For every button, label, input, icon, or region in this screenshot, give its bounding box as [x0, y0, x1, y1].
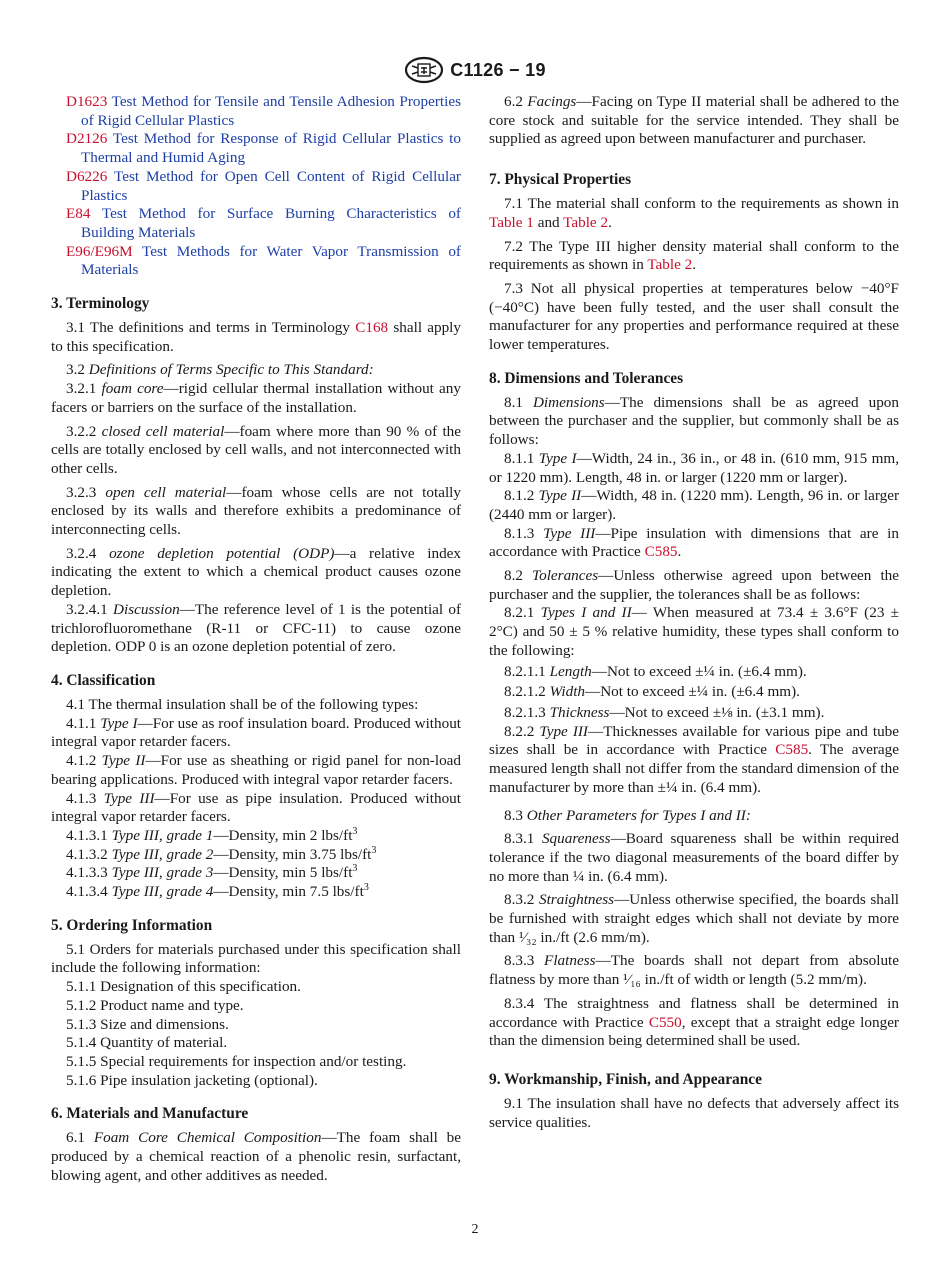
paragraph: 5.1 Orders for materials purchased under this specification shall include the following information:	[51, 940, 461, 977]
paragraph: 8.3.1 Squareness—Board squareness shall be within required tolerance if the two diagonal measurements of the board differ by no more than ¼ in. (6.4 mm).	[489, 830, 899, 885]
page-header	[0, 55, 950, 85]
astm-logo-icon	[404, 56, 444, 84]
section-heading: 6. Materials and Manufacture	[51, 1105, 249, 1123]
paragraph: 9.1 The insulation shall have no defects that adversely affect its service qualities.	[489, 1094, 899, 1131]
reference-d1623: D1623 Test Method for Tensile and Tensile Adhesion Properties of Rigid Cellular Plastics	[66, 93, 461, 129]
paragraph: 4.1.3.1 Type III, grade 1—Density, min 2 lbs/$ft^3$	[66, 825, 358, 844]
paragraph: 3.1 The definitions and terms in Terminology C168 shall apply to this specification.	[51, 319, 461, 355]
section-heading: 5. Ordering Information	[51, 916, 213, 934]
section-heading: 9. Workmanship, Finish, and Appearance	[489, 1070, 762, 1088]
list-item: 5.1.3 Size and dimensions.	[66, 1015, 229, 1033]
paragraph: 3.2.1 foam core—rigid cellular thermal installation without any facers or barriers on the surface of the installation.	[51, 380, 461, 416]
paragraph: 3.2.4.1 Discussion—The reference level of 1 is the potential of trichlorofluoromethane (R-11 or CFC-11) to cause ozone depletion. ODP 0 is an ozone depletion potential of zero.	[51, 600, 461, 656]
paragraph: 8.3.2 Straightness—Unless otherwise specified, the boards shall be furnished with straight edges which shall not deviate by more than ¹⁄₃₂ in./ft (2.6 mm/m).	[489, 891, 900, 946]
reference-e96: E96/E96M Test Methods for Water Vapor Transmission of Materials	[66, 242, 461, 279]
page-number: 2	[471, 1222, 479, 1237]
reference-link[interactable]: C585	[775, 741, 809, 759]
section-heading: 3. Terminology	[51, 295, 150, 313]
list-item: 5.1.1 Designation of this specification.	[66, 978, 301, 996]
left-column	[51, 93, 461, 1185]
paragraph: 8.1 Dimensions—The dimensions shall be as agreed upon between the purchaser and the supplier, but commonly shall be as follows:	[489, 393, 899, 449]
reference-d6226: D6226 Test Method for Open Cell Content of Rigid Cellular Plastics	[66, 167, 461, 204]
paragraph: 4.1.3.3 Type III, grade 3—Density, min 5 lbs/$ft^3$	[66, 863, 358, 882]
section-heading: 4. Classification	[51, 671, 156, 689]
document-designation: C1126 − 19	[450, 59, 546, 80]
paragraph: 3.2 Definitions of Terms Specific to This Standard:	[66, 361, 374, 379]
paragraph: 8.2.2 Type III—Thicknesses available for various pipe and tube sizes shall be in accordance with Practice C585. The average measured length shall not differ from the standard dimension of the manufacturer by more than ±¼ in. (6.4 mm).	[489, 722, 900, 796]
paragraph: 4.1.3.2 Type III, grade 2—Density, min 3.75 lbs/$ft^3$	[66, 844, 377, 863]
paragraph: 4.1.3 Type III—For use as pipe insulation. Produced without integral vapor retarder facers.	[51, 789, 461, 826]
right-column	[489, 93, 899, 1132]
reference-link[interactable]: C550	[648, 1013, 682, 1031]
paragraph: 8.2.1.1 Length—Not to exceed ±¼ in. (±6.4 mm).	[504, 662, 807, 680]
paragraph: 7.2 The Type III higher density material shall conform to the requirements as shown in Table 2.	[489, 237, 899, 274]
list-item: 5.1.2 Product name and type.	[66, 996, 244, 1014]
paragraph: 6.2 Facings—Facing on Type II material shall be adhered to the core stock and suitable for the service intended. They shall be supplied as agreed upon between manufacturer and purchaser.	[489, 93, 899, 148]
reference-link[interactable]: D1623	[66, 93, 108, 110]
section-heading: 8. Dimensions and Tolerances	[489, 369, 684, 387]
paragraph: 8.1.3 Type III—Pipe insulation with dimensions that are in accordance with Practice C585.	[489, 524, 899, 561]
paragraph: 7.1 The material shall conform to the requirements as shown in Table 1 and Table 2.	[489, 195, 899, 231]
paragraph: 8.2.1.2 Width—Not to exceed ±¼ in. (±6.4 mm).	[504, 683, 800, 701]
paragraph: 8.3.3 Flatness—The boards shall not depart from absolute flatness by more than ¹⁄₁₆ in./ft of width or length (5.2 mm/m).	[489, 952, 899, 989]
list-item: 5.1.6 Pipe insulation jacketing (optional).	[66, 1071, 318, 1089]
reference-d2126: D2126 Test Method for Response of Rigid Cellular Plastics to Thermal and Humid Aging	[66, 130, 461, 167]
reference-link[interactable]: C585	[644, 543, 678, 561]
paragraph: 4.1 The thermal insulation shall be of the following types:	[66, 695, 419, 713]
table-link[interactable]: Table 2	[563, 213, 609, 231]
paragraph: 4.1.3.4 Type III, grade 4—Density, min 7.5 lbs/$ft^3$	[66, 881, 369, 901]
paragraph: 8.1.1 Type I—Width, 24 in., 36 in., or 48 in. (610 mm, 915 mm, or 1220 mm). Length, 48 in. or larger (1220 mm or larger).	[489, 449, 900, 486]
section-heading: 7. Physical Properties	[489, 171, 632, 189]
table-link[interactable]: Table 1	[489, 213, 534, 231]
reference-link[interactable]: E96/E96M	[66, 242, 133, 260]
paragraph: 8.3 Other Parameters for Types I and II:	[504, 806, 751, 824]
reference-e84: E84 Test Method for Surface Burning Characteristics of Building Materials	[66, 205, 461, 241]
paragraph: 8.3.4 The straightness and flatness shall be determined in accordance with Practice C550, except that a straight edge longer than the dimension being determined shall be used.	[489, 994, 899, 1050]
reference-link[interactable]: C168	[355, 319, 389, 337]
paragraph: 3.2.4 ozone depletion potential (ODP)—a relative index indicating the extent to which a chemical product causes ozone depletion.	[51, 544, 462, 600]
reference-link[interactable]: D2126	[66, 130, 108, 148]
paragraph: 8.2.1.3 Thickness—Not to exceed ±⅛ in. (±3.1 mm).	[504, 703, 825, 721]
paragraph: 7.3 Not all physical properties at temperatures below −40°F (−40°C) have been fully tested, and the user shall consult the manufacturer for any properties and performance required at these lower temperatures.	[489, 279, 899, 354]
list-item: 5.1.5 Special requirements for inspection and/or testing.	[66, 1052, 407, 1070]
paragraph: 4.1.2 Type II—For use as sheathing or rigid panel for non-load bearing applications. Produced with integral vapor retarder facers.	[51, 752, 461, 788]
paragraph: 8.2.1 Types I and II— When measured at 73.4 ± 3.6°F (23 ± 2°C) and 50 ± 5 % relative humidity, these types shall conform to the following:	[489, 604, 900, 659]
paragraph: 3.2.3 open cell material—foam whose cells are not totally enclosed by its walls and therefore exhibits a predominance of interconnecting cells.	[51, 483, 461, 539]
paragraph: 6.1 Foam Core Chemical Composition—The foam shall be produced by a chemical reaction of a phenolic resin, surfactant, blowing agent, and other additives as needed.	[51, 1129, 462, 1184]
paragraph: 3.2.2 closed cell material—foam where more than 90 % of the cells are totally enclosed by cell walls, and not interconnected with other cells.	[51, 422, 462, 477]
paragraph: 8.1.2 Type II—Width, 48 in. (1220 mm). Length, 96 in. or larger (2440 mm or larger).	[489, 487, 900, 523]
table-link[interactable]: Table 2	[647, 256, 693, 274]
paragraph: 4.1.1 Type I—For use as roof insulation board. Produced without integral vapor retarder facers.	[51, 714, 462, 751]
reference-link[interactable]: D6226	[66, 167, 108, 185]
list-item: 5.1.4 Quantity of material.	[66, 1034, 228, 1052]
paragraph: 8.2 Tolerances—Unless otherwise agreed upon between the purchaser and the supplier, the tolerances shall be as follows:	[489, 567, 899, 603]
reference-link[interactable]: E84	[66, 205, 91, 223]
